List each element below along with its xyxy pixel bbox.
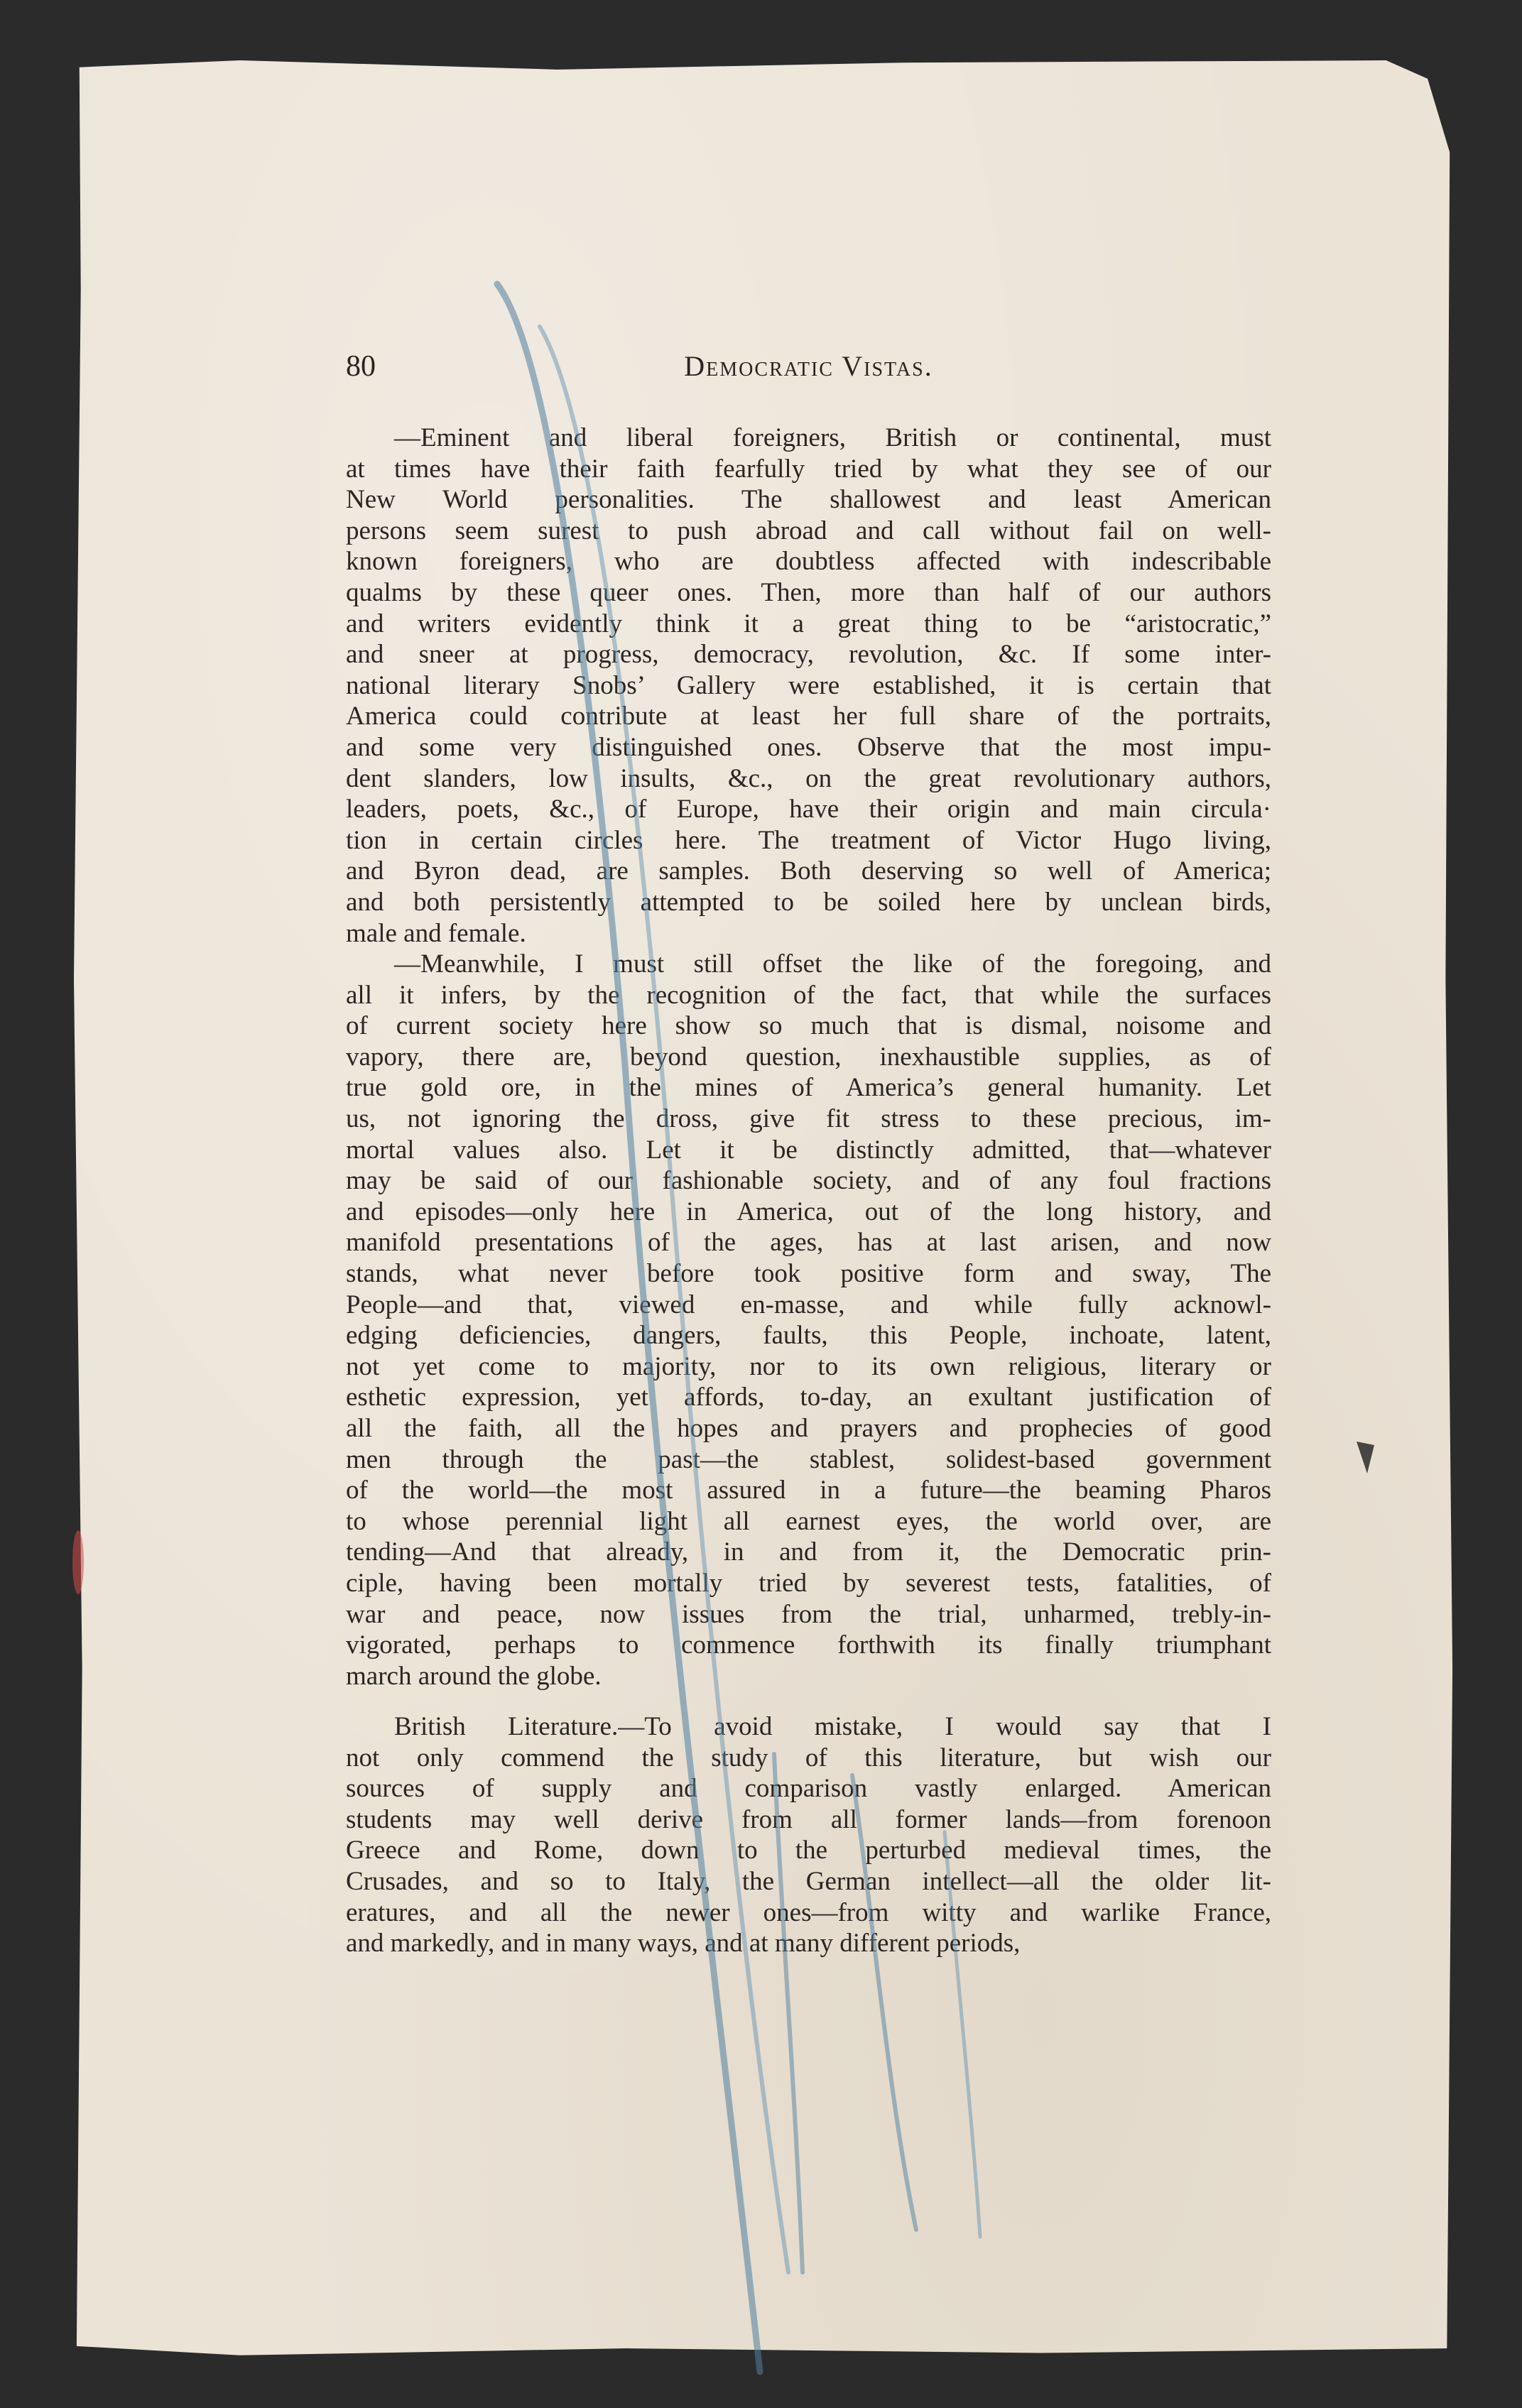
- text-line: New World personalities. The shallowest and least American: [346, 485, 1271, 515]
- text-line: and markedly, and in many ways, and at many different periods,: [346, 1929, 1021, 1958]
- text-line: and episodes—only here in America, out of the long history, and: [346, 1197, 1271, 1226]
- text-line: known foreigners, who are doubtless affected with indescribable: [346, 547, 1271, 577]
- text-line: —Eminent and liberal foreigners, British or continental, must: [394, 423, 1271, 452]
- text-line: Greece and Rome, down to the perturbed medieval times, the: [346, 1836, 1271, 1865]
- text-line: students may well derive from all former lands—from forenoon: [346, 1804, 1271, 1834]
- text-line: and Byron dead, are samples. Both deserving so well of America;: [346, 856, 1271, 886]
- text-line: qualms by these queer ones. Then, more than half of our authors: [346, 577, 1271, 607]
- text-line: men through the past—the stablest, solidest-based government: [346, 1444, 1271, 1474]
- text-line: not only commend the study of this literature, but wish our: [346, 1743, 1271, 1772]
- text-line: mortal values also. Let it be distinctly admitted, that—whatever: [346, 1135, 1271, 1165]
- text-line: and some very distinguished ones. Observe that the most impu-: [346, 732, 1271, 762]
- text-line: all it infers, by the recognition of the fact, that while the surfaces: [346, 980, 1271, 1010]
- text-line: esthetic expression, yet affords, to-day, an exultant justification of: [346, 1383, 1271, 1412]
- text-line: dent slanders, low insults, &c., on the great revolutionary authors,: [346, 763, 1271, 793]
- text-line: and sneer at progress, democracy, revolution, &c. If some inter-: [346, 640, 1271, 670]
- text-line: of the world—the most assured in a future—the beaming Pharos: [346, 1476, 1271, 1505]
- text-line: true gold ore, in the mines of America’s general humanity. Let: [346, 1073, 1271, 1103]
- text-line: and both persistently attempted to be soiled here by unclean birds,: [346, 887, 1271, 917]
- text-line: leaders, poets, &c., of Europe, have their origin and main circula·: [346, 795, 1271, 824]
- text-line: national literary Snobs’ Gallery were established, it is certain that: [346, 670, 1271, 700]
- text-line: manifold presentations of the ages, has at last arisen, and now: [346, 1228, 1271, 1258]
- text-line: vapory, there are, beyond question, inexhaustible supplies, as of: [346, 1042, 1271, 1072]
- text-line: People—and that, viewed en-masse, and while fully acknowl-: [346, 1290, 1271, 1319]
- text-line: not yet come to majority, nor to its own religious, literary or: [346, 1351, 1271, 1381]
- text-line: may be said of our fashionable society, and of any foul fractions: [346, 1166, 1271, 1196]
- text-line: of current society here show so much that is dismal, noisome and: [346, 1011, 1271, 1041]
- text-line: America could contribute at least her full share of the portraits,: [346, 702, 1271, 731]
- text-line: march around the globe.: [346, 1661, 602, 1691]
- text-line: —Meanwhile, I must still offset the like of the foregoing, and: [394, 949, 1271, 979]
- text-line: to whose perennial light all earnest eyes, the world over, are: [346, 1506, 1271, 1536]
- text-line: tending—And that already, in and from it, the Democratic prin-: [346, 1537, 1271, 1567]
- text-line: edging deficiencies, dangers, faults, this People, inchoate, latent,: [346, 1321, 1271, 1351]
- text-line: all the faith, all the hopes and prayers and prophecies of good: [346, 1414, 1271, 1443]
- paragraph-british-literature: [346, 1711, 1271, 1959]
- text-line: tion in certain circles here. The treatment of Victor Hugo living,: [346, 825, 1271, 855]
- text-line: us, not ignoring the dross, give fit stress to these precious, im-: [346, 1104, 1271, 1134]
- text-line: and writers evidently think it a great thing to be “aristocratic,”: [346, 609, 1271, 638]
- running-title: Democratic Vistas.: [684, 350, 933, 382]
- text-line: persons seem surest to push abroad and call without fail on well-: [346, 516, 1271, 545]
- text-line: Crusades, and so to Italy, the German intellect—all the older lit-: [346, 1866, 1271, 1896]
- text-line: vigorated, perhaps to commence forthwith its finally triumphant: [346, 1630, 1271, 1660]
- text-line: sources of supply and comparison vastly enlarged. American: [346, 1774, 1271, 1804]
- text-line: eratures, and all the newer ones—from witty and warlike France,: [346, 1897, 1271, 1927]
- text-line: male and female.: [346, 918, 526, 948]
- paragraph-eminent-foreigners: [346, 423, 1271, 1691]
- text-line: ciple, having been mortally tried by severest tests, fatalities, of: [346, 1568, 1271, 1598]
- page-header: [346, 347, 1271, 386]
- text-line: at times have their faith fearfully tried by what they see of our: [346, 454, 1271, 484]
- text-line: stands, what never before took positive form and sway, The: [346, 1259, 1271, 1289]
- text-line: war and peace, now issues from the trial, unharmed, trebly-in-: [346, 1599, 1271, 1629]
- text-line: British Literature.—To avoid mistake, I would say that I: [394, 1712, 1271, 1741]
- page-number: 80: [346, 350, 376, 383]
